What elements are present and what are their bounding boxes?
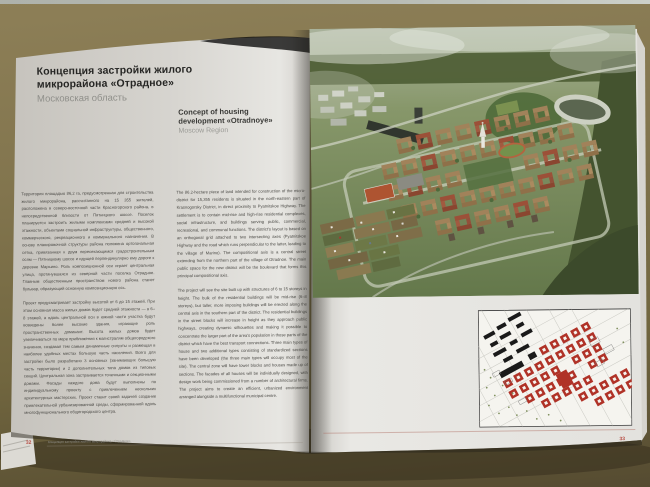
page-number-left: 32 (25, 439, 32, 446)
article-title-en: Concept of housing development «Otradnoye» (178, 106, 273, 126)
body-text-russian (21, 189, 156, 424)
body-en-paragraph-2: The project will see the site built up with structures of 6 to 15 storeys in height. The bulk of the residential buildings will be mid-rise (6–8 storeys), but taller, more imposing buildings will be erected along the central axis in the southern part of the district. The residential buildings in the street blocks will increase in height as they approach public highways, creating dynamic silhouettes and making it possible to concentrate the larger part of the area's population in those parts of the district which have the best transport connections. Three main types of house and two additional types consisting of standardized sections have been developed (the three main types will occupy most of the site). The central zone will have tower blocks and houses made up of sections. The facades of all houses will be individually designed, with design work being commissioned from a number of architectural firms. The project aims to create an efficient, urbanized environment arranged alongside a multifunctional municipal centre. (177, 286, 309, 400)
page-number-right: 33 (619, 436, 626, 443)
body-ru-paragraph-1: Территория площадью 86,2 га, предусмотренная для строительства жилого микрорайона, рассчитанного на 15 355 жителей, расположена в северо-восточной части Красногорского района, в непосредственной близости от Пятницкого шоссе. Поселок планируется застроить жилыми комплексами средней и высокой этажности, объектами социальной инфраструктуры, общественного, коммерческого, рекреационного и коммунального назначения. В основу планировочной структуры района положена ортогональная сетка, привязанная к двум пересекающимся градостроительным осям — Пятницкому шоссе и идущей перпендикулярно ему дороге к деревне Марьино. Роль композиционной оси играет центральная улица, протянувшаяся из северной части поселка Отрадное. Главным общественным пространством нового района станет бульвар, образующий основную композиционную ось. (21, 190, 155, 292)
body-ru-paragraph-2: Проект предусматривает застройку высотой от 6 до 15 этажей. При этом основная масса жилых домов будет средней этажности — в 6–8 этажей, а вдоль центральной оси в южной части участка будут возведены более высокие здания, играющие роль пространственных доминант. Высота жилых домов будет увеличиваться по мере приближения к магистралям общегородского значения, создавая тем самым динамичные силуэты и размещая в наиболее удобных местах большую часть населения. Всего для застройки было разработано 3 основных (занимающих большую часть территории) и 2 дополнительных типа домов из типовых секций. Центральная зона застраивается точечными и секционными домами. Фасады каждого дома будут выполнены по индивидуальному проекту с привлечением нескольких архитектурных мастерских. Проект ставит своей задачей создание привлекательной урбанизированной среды, сформированной вдоль многофункционального общегородского центра. (22, 299, 157, 416)
body-text-english (176, 187, 308, 408)
article-subtitle-en: Moscow Region (178, 127, 229, 135)
running-footer: Концепция застройки жилого микрорайона «Отрадное» (47, 439, 131, 445)
body-en-paragraph-1: The 86.2-hectare piece of land intended for construction of the micro-district for 15,355 residents is situated in the north-eastern part of Krasnogorsky District, in direct proximity to Pyatnitskoe Highway. The settlement is to contain mid-rise and high-rise residential complexes, social infrastructure, and buildings serving public, commercial, recreational, and communal functions. The district's layout is based on an orthogonal grid attached to two intersecting axes (Pyatnitskoe Highway and the road which runs perpendicular to the latter, leading to the village of Marino). The compositional axis is a central street extending from the northern part of the village of Otradnoe. The main public space for the new district will be the boulevard that forms this principal compositional axis. (176, 188, 307, 279)
article-title-ru: Концепция застройки жилого микрорайона «Отрадное» (36, 63, 193, 91)
article-subtitle-ru: Московская область (36, 92, 127, 105)
